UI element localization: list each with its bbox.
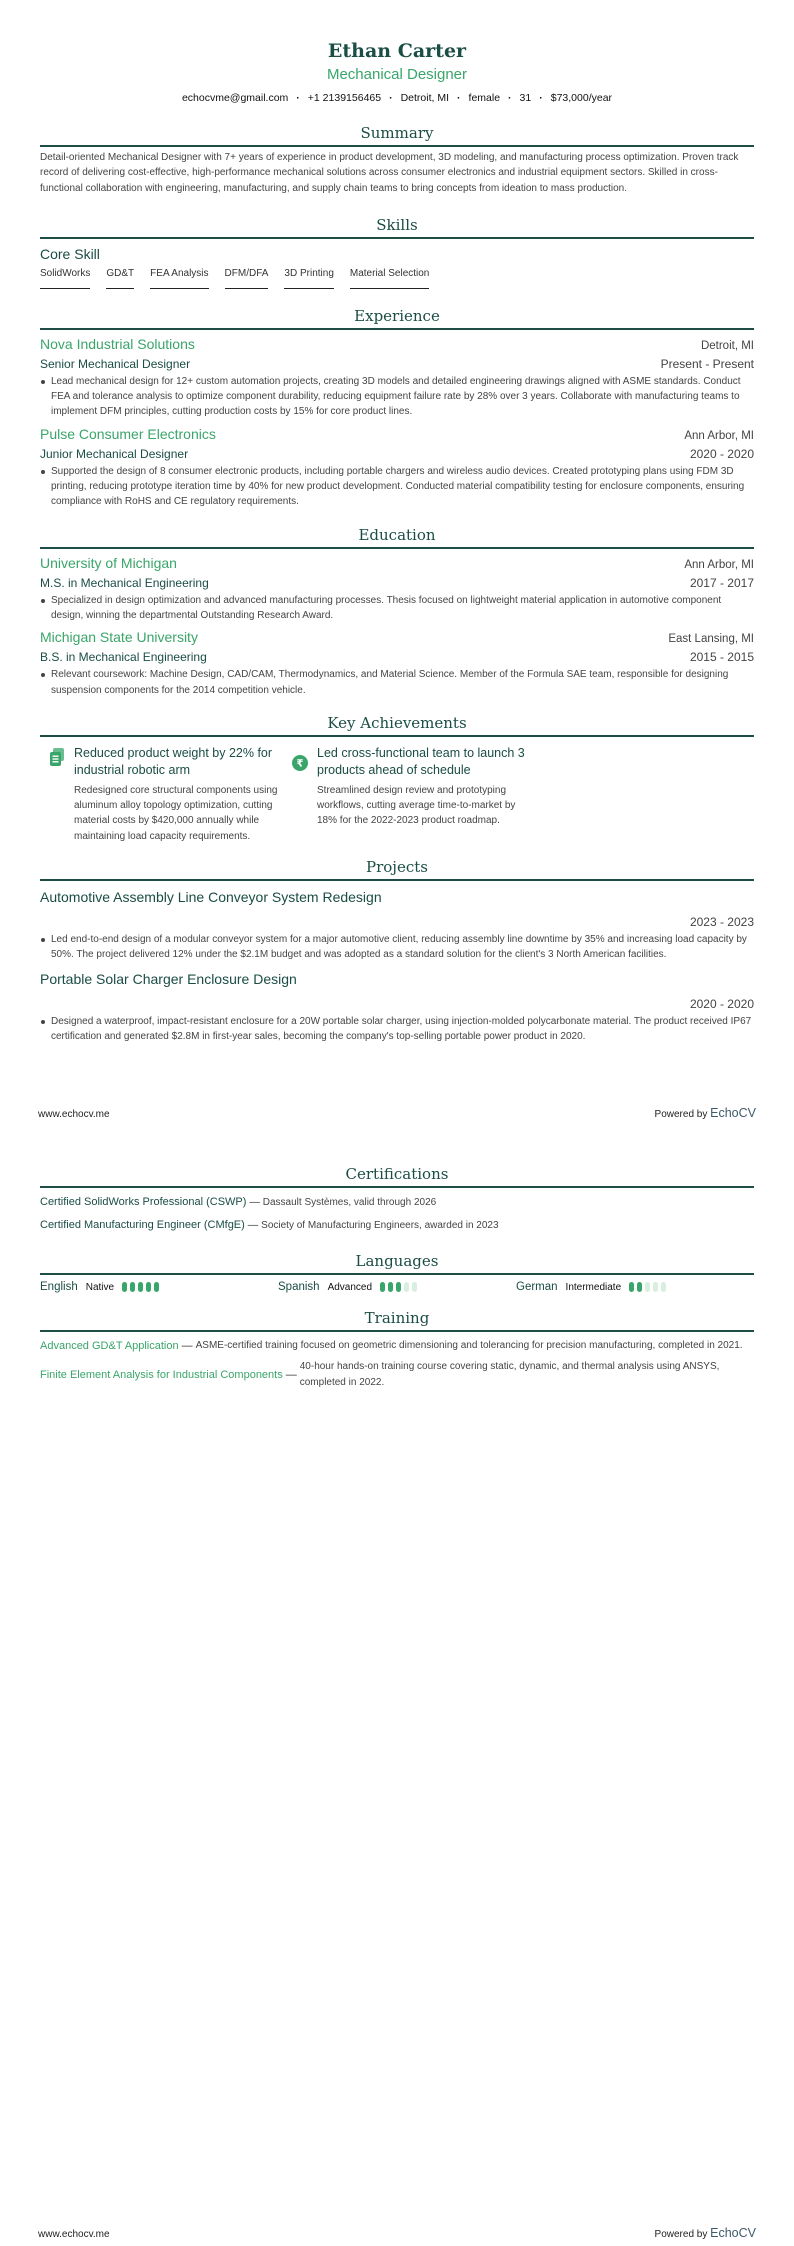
section-heading-summary: Summary bbox=[40, 122, 754, 147]
svg-text:₹: ₹ bbox=[296, 758, 304, 770]
training-name: Advanced GD&T Application bbox=[40, 1339, 179, 1352]
language-name: English bbox=[40, 1281, 78, 1293]
language-name: German bbox=[516, 1281, 558, 1293]
contact-line bbox=[40, 90, 754, 106]
proficiency-dot-empty bbox=[645, 1282, 650, 1292]
proficiency-meter bbox=[380, 1282, 417, 1292]
company-name: Pulse Consumer Electronics bbox=[40, 425, 216, 442]
achievement-title: Reduced product weight by 22% for industrial robotic arm bbox=[74, 745, 273, 778]
education-entry bbox=[40, 553, 754, 624]
education-entry bbox=[40, 627, 754, 698]
dash-separator: — bbox=[249, 1196, 263, 1208]
school-location: Ann Arbor, MI bbox=[684, 558, 754, 571]
resume-page-1 bbox=[40, 0, 754, 1044]
education-dates: 2017 - 2017 bbox=[689, 575, 754, 590]
education-description: Specialized in design optimization and advanced manufacturing processes. Thesis focused on lightweight material application in automotive component design, winning the departmental Outstanding Research Award. bbox=[40, 593, 754, 624]
company-location: Detroit, MI bbox=[700, 339, 754, 352]
job-description: Supported the design of 8 consumer electronic products, including portable chargers and wireless audio devices. Created prototyping plans using FDM 3D printing, reducing prototype iteration time by 40% for new product development. Conducted material compatibility testing for enclosure components, ensuring compliance with RoHS and CE regulatory requirements. bbox=[40, 464, 754, 510]
section-heading-skills: Skills bbox=[40, 214, 754, 239]
dash-separator: — bbox=[247, 1219, 262, 1231]
school-location: East Lansing, MI bbox=[668, 633, 754, 646]
proficiency-dot-empty bbox=[404, 1282, 409, 1292]
degree: B.S. in Mechanical Engineering bbox=[40, 650, 207, 665]
resume-page-2 bbox=[40, 1163, 754, 1390]
job-dates: Present - Present bbox=[660, 356, 754, 371]
proficiency-dot-filled bbox=[388, 1282, 393, 1292]
documents-icon bbox=[40, 745, 74, 844]
proficiency-dot-filled bbox=[146, 1282, 151, 1292]
skill-tag: GD&T bbox=[106, 267, 134, 289]
project-entry bbox=[40, 969, 754, 1045]
achievement-title: Led cross-functional team to launch 3 products ahead of schedule bbox=[317, 745, 525, 778]
skill-tag: 3D Printing bbox=[284, 267, 333, 289]
footer-website-link[interactable]: www.echocv.me bbox=[38, 1109, 110, 1120]
dash-separator: — bbox=[285, 1368, 297, 1381]
school-name: Michigan State University bbox=[40, 629, 198, 646]
certification-detail: Society of Manufacturing Engineers, awarded in 2023 bbox=[261, 1220, 499, 1231]
skill-tag: SolidWorks bbox=[40, 267, 90, 289]
skills-section bbox=[40, 214, 754, 289]
footer-powered-by bbox=[655, 2226, 756, 2240]
job-description: Lead mechanical design for 12+ custom automation projects, creating 3D models and detailed engineering drawings aligned with ASME standards. Conduct FEA and tolerance analysis to optimize component durability, reducing equipment failure rate by 28% over 3 years. Collaborate with manufacturing teams to implement DFM principles, cutting production costs by 15% for core product lines. bbox=[40, 374, 754, 420]
experience-entry bbox=[40, 334, 754, 420]
section-heading-training: Training bbox=[40, 1307, 754, 1332]
language-name: Spanish bbox=[278, 1281, 320, 1293]
language-level: Advanced bbox=[327, 1281, 373, 1293]
section-heading-certifications: Certifications bbox=[40, 1163, 754, 1188]
training-item bbox=[40, 1359, 754, 1390]
project-dates: 2023 - 2023 bbox=[689, 915, 754, 930]
language-list bbox=[40, 1281, 754, 1293]
separator-dot: · bbox=[296, 92, 300, 104]
experience-section bbox=[40, 305, 754, 510]
page-footer bbox=[38, 2226, 756, 2240]
training-description: 40-hour hands-on training course covering static, dynamic, and thermal analysis using ANSYS, completed in 2022. bbox=[299, 1361, 720, 1388]
language-level: Intermediate bbox=[565, 1281, 622, 1293]
school-name: University of Michigan bbox=[40, 554, 177, 571]
project-description: Designed a waterproof, impact-resistant enclosure for a 20W portable solar charger, using injection-molded polycarbonate material. The product received IP67 certification and generated $2.8M in first-year sales, becoming the company's top-selling portable power product in 2020. bbox=[40, 1014, 754, 1045]
certification-name: Certified SolidWorks Professional (CSWP) bbox=[40, 1196, 247, 1208]
training-description: ASME-certified training focused on geometric dimensioning and tolerancing for precision manufacturing, completed in 2021. bbox=[195, 1340, 743, 1351]
certification-name: Certified Manufacturing Engineer (CMfgE) bbox=[40, 1219, 245, 1231]
certification-item bbox=[40, 1217, 754, 1234]
project-entry bbox=[40, 887, 754, 963]
proficiency-dot-filled bbox=[122, 1282, 127, 1292]
powered-by-label: Powered by bbox=[654, 2229, 708, 2240]
certification-item bbox=[40, 1194, 754, 1211]
dash-separator: — bbox=[181, 1339, 193, 1352]
contact-age: 31 bbox=[519, 92, 532, 104]
contact-salary: $73,000/year bbox=[550, 92, 613, 104]
proficiency-dot-filled bbox=[396, 1282, 401, 1292]
skill-tag: FEA Analysis bbox=[150, 267, 208, 289]
brand-link[interactable]: EchoCV bbox=[710, 2226, 756, 2240]
footer-powered-by bbox=[655, 1106, 756, 1120]
job-role: Junior Mechanical Designer bbox=[40, 446, 189, 461]
powered-by-label: Powered by bbox=[654, 1109, 708, 1120]
summary-section bbox=[40, 122, 754, 196]
job-role: Senior Mechanical Designer bbox=[40, 356, 191, 371]
degree: M.S. in Mechanical Engineering bbox=[40, 575, 209, 590]
achievement-description: Redesigned core structural components using aluminum alloy topology optimization, cutting material costs by $420,000 annually while maintaining load capacity requirements. bbox=[74, 784, 278, 842]
education-dates: 2015 - 2015 bbox=[689, 650, 754, 665]
certification-detail: Dassault Systèmes, valid through 2026 bbox=[262, 1197, 437, 1208]
company-location: Ann Arbor, MI bbox=[684, 429, 754, 442]
summary-text: Detail-oriented Mechanical Designer with 7+ years of experience in product development, 3D modeling, and manufacturing process optimization. Proven track record of delivering cost-effective, high-performance mechanical solutions across consumer electronics and industrial equipment sectors. Skilled in cross-functional collaboration with engineering, manufacturing, and supply chain teams to bring concepts from ideation to mass production. bbox=[40, 152, 739, 194]
proficiency-dot-filled bbox=[138, 1282, 143, 1292]
separator-dot: · bbox=[389, 92, 393, 104]
project-name: Automotive Assembly Line Conveyor System Redesign bbox=[40, 889, 382, 906]
contact-phone[interactable]: +1 2139156465 bbox=[307, 92, 382, 104]
project-name: Portable Solar Charger Enclosure Design bbox=[40, 970, 297, 987]
page-footer bbox=[38, 1106, 756, 1120]
language-item bbox=[278, 1281, 516, 1293]
skill-tag: DFM/DFA bbox=[225, 267, 269, 289]
contact-email[interactable]: echocvme@gmail.com bbox=[181, 92, 289, 104]
language-level: Native bbox=[85, 1281, 115, 1293]
section-heading-education: Education bbox=[40, 524, 754, 549]
proficiency-dot-filled bbox=[154, 1282, 159, 1292]
separator-dot: · bbox=[539, 92, 543, 104]
language-item bbox=[516, 1281, 754, 1293]
training-name: Finite Element Analysis for Industrial Components bbox=[40, 1368, 283, 1381]
footer-website-link[interactable]: www.echocv.me bbox=[38, 2229, 110, 2240]
proficiency-dot-filled bbox=[637, 1282, 642, 1292]
project-dates: 2020 - 2020 bbox=[689, 996, 754, 1011]
section-heading-languages: Languages bbox=[40, 1250, 754, 1275]
contact-location: Detroit, MI bbox=[400, 92, 450, 104]
training-section bbox=[40, 1307, 754, 1390]
training-item bbox=[40, 1338, 754, 1353]
proficiency-meter bbox=[629, 1282, 666, 1292]
skill-tag: Material Selection bbox=[350, 267, 429, 289]
separator-dot: · bbox=[508, 92, 512, 104]
proficiency-meter bbox=[122, 1282, 159, 1292]
company-name: Nova Industrial Solutions bbox=[40, 335, 195, 352]
achievement-item bbox=[40, 745, 283, 844]
proficiency-dot-empty bbox=[412, 1282, 417, 1292]
separator-dot: · bbox=[457, 92, 461, 104]
skill-group-title: Core Skill bbox=[40, 245, 100, 262]
contact-gender: female bbox=[468, 92, 501, 104]
section-heading-achievements: Key Achievements bbox=[40, 712, 754, 737]
education-description: Relevant coursework: Machine Design, CAD/CAM, Thermodynamics, and Material Science. Member of the Formula SAE team, responsible for designing suspension components for the 2014 competition vehicle. bbox=[40, 667, 754, 698]
proficiency-dot-filled bbox=[130, 1282, 135, 1292]
skill-tag-list bbox=[40, 267, 754, 289]
achievement-list bbox=[40, 745, 754, 844]
languages-section bbox=[40, 1250, 754, 1293]
rupee-coin-icon bbox=[283, 745, 317, 844]
proficiency-dot-empty bbox=[653, 1282, 658, 1292]
section-heading-experience: Experience bbox=[40, 305, 754, 330]
experience-entry bbox=[40, 424, 754, 510]
proficiency-dot-filled bbox=[380, 1282, 385, 1292]
proficiency-dot-filled bbox=[629, 1282, 634, 1292]
achievements-section bbox=[40, 712, 754, 844]
projects-section bbox=[40, 856, 754, 1044]
achievement-description: Streamlined design review and prototyping workflows, cutting average time-to-market by 18% for the 2022-2023 product roadmap. bbox=[317, 784, 516, 827]
section-heading-projects: Projects bbox=[40, 856, 754, 881]
resume-header bbox=[40, 0, 754, 106]
project-description: Led end-to-end design of a modular conveyor system for a major automotive client, reducing assembly line downtime by 35% and increasing load capacity by 50%. The project delivered 12% under the $2.1M budget and was adopted as a standard solution for the client's 3 North American facilities. bbox=[40, 932, 754, 963]
language-item bbox=[40, 1281, 278, 1293]
candidate-name: Ethan Carter bbox=[327, 40, 467, 62]
job-dates: 2020 - 2020 bbox=[689, 446, 754, 461]
achievement-item bbox=[283, 745, 526, 844]
certifications-section bbox=[40, 1163, 754, 1234]
brand-link[interactable]: EchoCV bbox=[710, 1106, 756, 1120]
proficiency-dot-empty bbox=[661, 1282, 666, 1292]
education-section bbox=[40, 524, 754, 698]
candidate-title: Mechanical Designer bbox=[326, 66, 468, 83]
